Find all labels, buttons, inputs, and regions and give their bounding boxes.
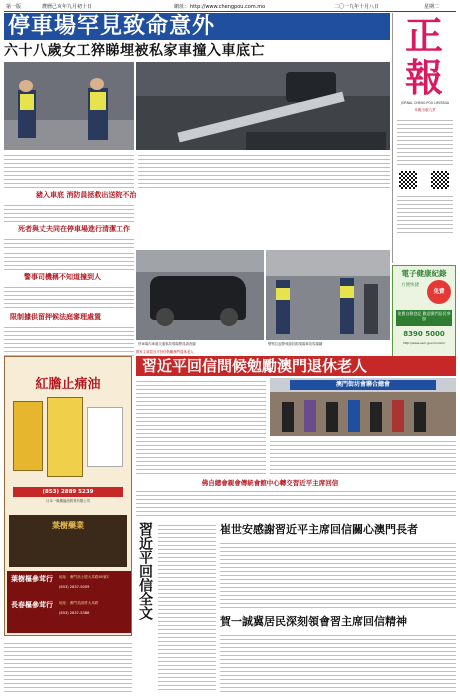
shop-name-2: 長春樞參茸行 <box>11 601 53 609</box>
ad-subtitle: 方便快捷 <box>401 283 419 288</box>
shop-sign: 葉樹藥業 <box>52 521 84 530</box>
caption-right: 警察拉起警戒線封鎖現場事故現場圖 <box>268 342 323 346</box>
shop-name-1: 葉樹樞參茸行 <box>11 575 53 583</box>
police-photo <box>266 250 390 340</box>
lead-photo-police <box>4 62 134 150</box>
shop-phone-2: (853) 2837-5388 <box>59 611 90 615</box>
qr-code-2[interactable] <box>431 171 449 189</box>
issue-date: 二〇一九年十月八日 <box>334 4 380 10</box>
shop-address-1: 地址：澳門高士德大馬路80號C <box>59 575 110 579</box>
ad-phone: 8390 5000 <box>403 330 445 338</box>
ad-cta: 免費自動登記 歡迎澳門居民參加 <box>396 310 452 326</box>
caption-left: 停車場內車禍交通事故現場警員調查圖 <box>138 342 196 346</box>
med-bottle-2 <box>47 397 83 477</box>
lead-section-3: 警事司機稱不知道撞到人 <box>24 273 101 281</box>
lead-section-2: 死者與丈夫同在停車場進行清潔工作 <box>18 225 130 233</box>
health-record-ad[interactable] <box>392 265 456 357</box>
ceremony-photo <box>270 378 456 436</box>
masthead-title: 正報 <box>404 13 443 100</box>
med-ad-title: 紅膽止痛油 <box>35 377 101 392</box>
med-bottle-1 <box>13 401 43 471</box>
weekday: 星期二 <box>424 4 440 10</box>
lunar-date: 農曆己亥年九月初十日 <box>42 4 93 10</box>
assoc-banner: 澳門街坊會聯合總會 <box>335 381 390 388</box>
letter-headline: 習近平回信全文 <box>137 522 153 620</box>
website-link[interactable]: http://www.chengpou.com.mo <box>190 4 266 10</box>
right-story-headline: 崔世安感謝習近平主席回信關心澳門長者 <box>220 523 418 536</box>
section-label: 第一版 <box>6 4 22 10</box>
lead-section-1: 豬入車底 消防員拯救出送院不治 <box>36 191 137 199</box>
car-photo <box>136 250 264 340</box>
banner-subheadline: 國家主席習近平回信勉勵澳門退休老人 <box>136 350 194 354</box>
lead-photo-scene <box>136 62 390 150</box>
masthead <box>392 13 456 263</box>
masthead-english: JORNAL CHENG POU LIMITADA <box>400 101 450 105</box>
lead-headline: 停車場罕見致命意外 <box>4 13 390 40</box>
sub-story-head: 佛自總會親會傳統會館中心轉交習近平主席回信 <box>201 479 339 487</box>
ad-title: 電子健康紀錄 <box>401 269 447 278</box>
ad-website[interactable]: http://www.ssm.gov.mo/ehr/ <box>402 341 446 345</box>
med-company: 日本一條鳳凰油貿易有限公司 <box>45 499 91 503</box>
bottom-story-headline: 賀一誠冀居民深刻領會習主席回信精神 <box>220 615 407 628</box>
shop-photo <box>9 515 127 567</box>
shop-phone-1: (853) 2837-5009 <box>59 585 90 589</box>
qr-code-1[interactable] <box>399 171 417 189</box>
med-phone: (853) 2889 5239 <box>13 487 123 497</box>
top-bar <box>4 3 456 12</box>
shop-info-box <box>7 571 131 633</box>
lead-subheadline: 六十八歲女工猝睇埋被私家車撞入車底亡 <box>4 43 265 59</box>
lead-article <box>4 152 390 248</box>
edition-note: 本報出版九頁 <box>414 108 436 112</box>
shop-address-2: 地址：澳門美副將大馬路 <box>59 601 99 605</box>
banner-headline: 習近平回信問候勉勵澳門退休老人 <box>136 356 456 376</box>
website-label: 網址： <box>174 4 190 10</box>
lead-section-4: 限制據供留押候法庭審理處置 <box>10 313 101 321</box>
medicine-ad[interactable] <box>4 356 132 636</box>
med-box <box>87 407 123 467</box>
ad-badge: 免費 <box>427 280 451 304</box>
